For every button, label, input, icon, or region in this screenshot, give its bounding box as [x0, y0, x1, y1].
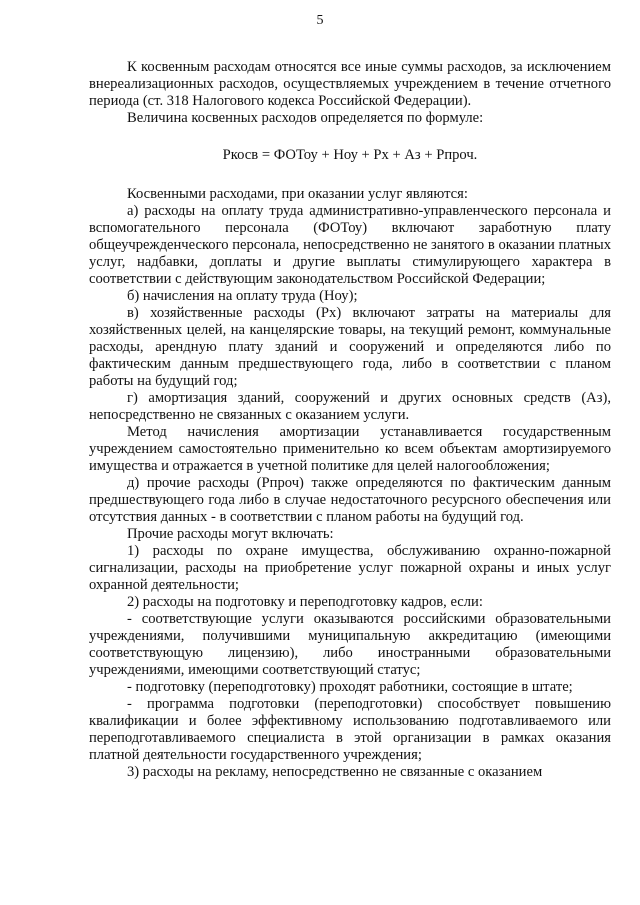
paragraph-indirect-costs-list-intro: Косвенными расходами, при оказании услуг являются: [127, 186, 468, 202]
paragraph-condition-1: - соответствующие услуги оказываются российскими образовательными учреждениями, получившими муниципальную аккредитацию (имеющими соответствующую лицензию), либо иностранными образовательными учреждениями, имеющими соответствующий статус; [89, 611, 611, 678]
paragraph-condition-2: - подготовку (переподготовку) проходят работники, состоящие в штате; [127, 679, 573, 695]
document-body [89, 59, 611, 781]
formula: Ркосв = ФОТоу + Ноу + Рх + Аз + Рпроч. [222, 147, 478, 163]
paragraph-other-2: 2) расходы на подготовку и переподготовку кадров, если: [127, 594, 483, 610]
paragraph-indirect-costs-definition: К косвенным расходам относятся все иные суммы расходов, за исключением внереализационных расходов, осуществляемых учреждением в течение отчетного периода (ст. 318 Налогового кодекса Российской Федерации). [89, 59, 611, 109]
paragraph-depreciation-method: Метод начисления амортизации устанавливается государственным учреждением самостоятельно применительно ко всем объектам амортизируемого имущества и отражается в учетной политике для целей налогообложения; [89, 424, 611, 474]
paragraph-other-1: 1) расходы по охране имущества, обслуживанию охранно-пожарной сигнализации, расходы на приобретение услуг пожарной охраны и иных услуг охранной деятельности; [89, 543, 611, 593]
paragraph-formula-intro: Величина косвенных расходов определяется по формуле: [127, 110, 484, 126]
paragraph-item-b: б) начисления на оплату труда (Ноу); [127, 288, 358, 304]
paragraph-item-d: д) прочие расходы (Рпроч) также определяются по фактическим данным предшествующего года либо в случае недостаточного ресурсного обеспечения или отсутствия данных - в соответствии с планом работы на будущий год. [89, 475, 611, 525]
paragraph-condition-3: - программа подготовки (переподготовки) способствует повышению квалификации и более эффективному использованию подготавливаемого или переподготавливаемого специалиста в этой организации в рамках оказания платной деятельности государственного учреждения; [89, 696, 611, 763]
paragraph-item-v: в) хозяйственные расходы (Рх) включают затраты на материалы для хозяйственных целей, на канцелярские товары, на текущий ремонт, коммунальные расходы, арендную плату зданий и сооружений и определяются либо по фактическим данным предшествующего года, либо в соответствии с планом работы на будущий год; [89, 305, 611, 389]
paragraph-other-3: 3) расходы на рекламу, непосредственно не связанные с оказанием [127, 764, 543, 780]
page-number: 5 [316, 13, 324, 28]
paragraph-item-a: а) расходы на оплату труда административно-управленческого персонала и вспомогательного персонала (ФОТоу) включают заработную плату общеучрежденческого персонала, непосредственно не занятого в оказании платных услуг, надбавки, доплаты и другие выплаты стимулирующего характера в соответствии с действующим законодательством Российской Федерации; [89, 203, 611, 287]
paragraph-other-costs-intro: Прочие расходы могут включать: [127, 526, 334, 542]
paragraph-item-g: г) амортизация зданий, сооружений и других основных средств (Аз), непосредственно не связанных с оказанием услуги. [89, 390, 611, 423]
